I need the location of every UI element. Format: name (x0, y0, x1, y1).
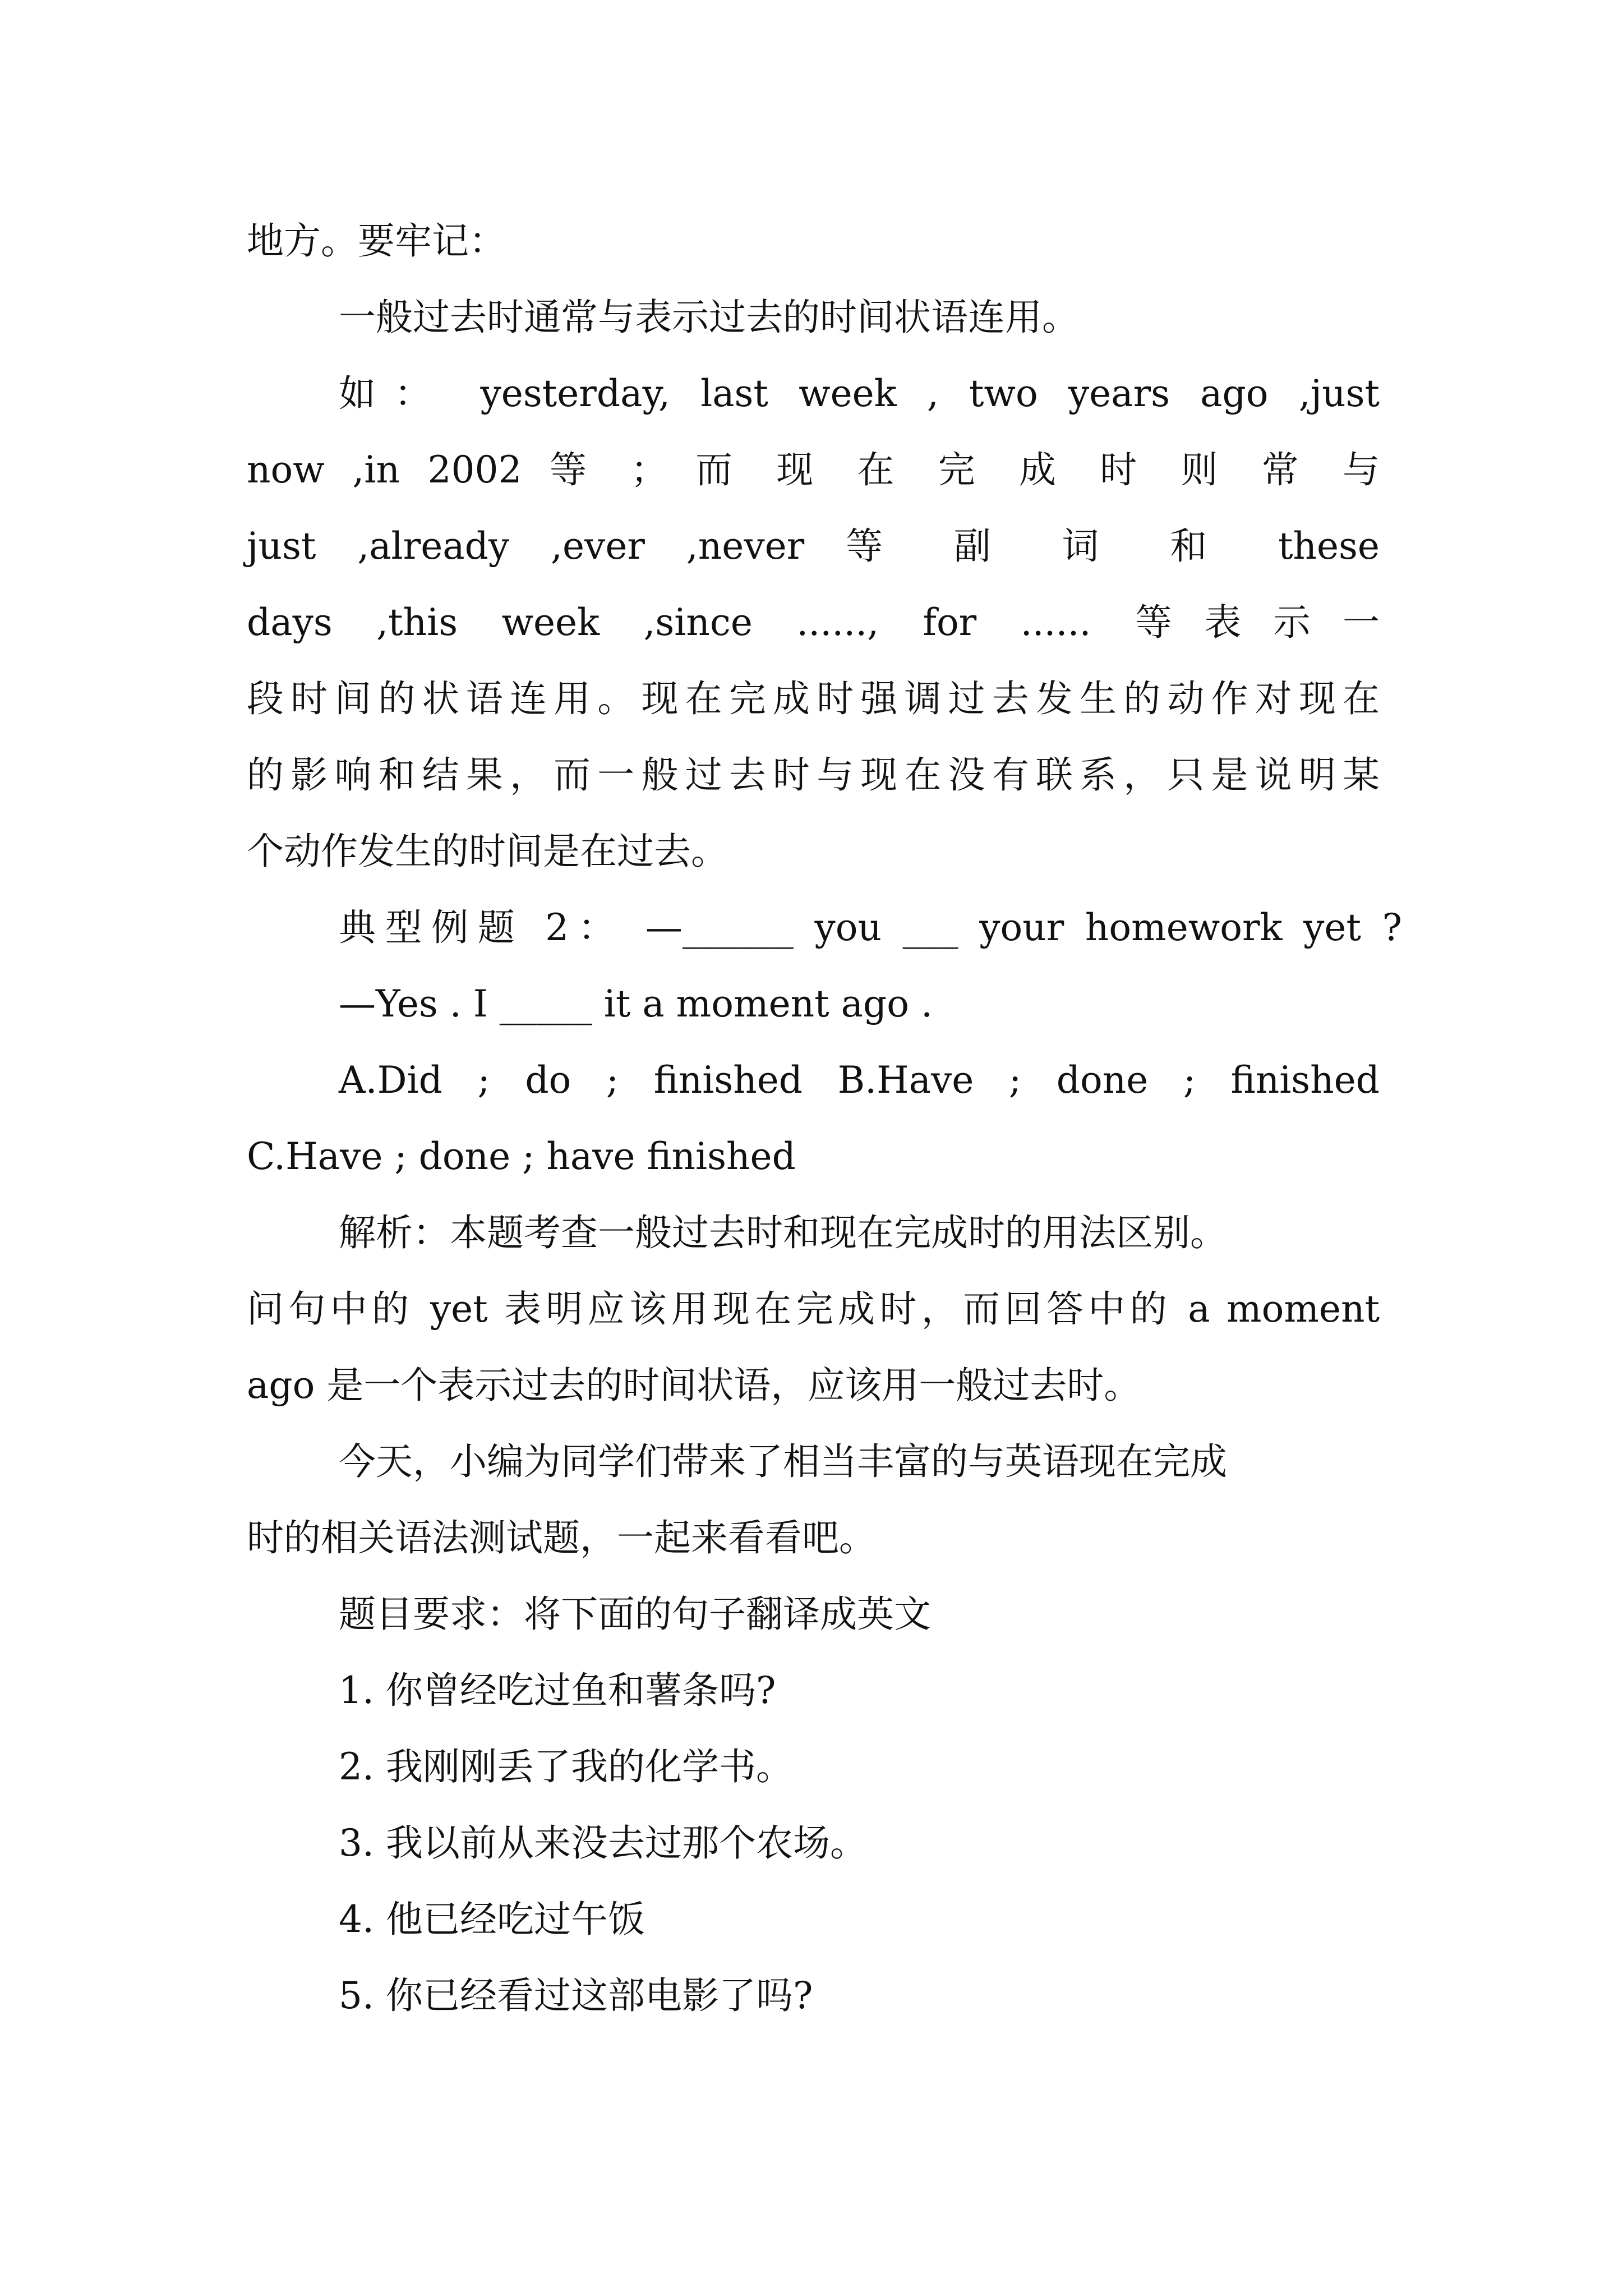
text-line: 典型例题 2： —______ you ___ your homework yet ? (339, 906, 1402, 949)
text-line: 一般过去时通常与表示过去的时间状语连用。 (339, 296, 1079, 339)
text-line: now ,in 2002 等 ； 而 现 在 完 成 时 则 常 与 (247, 448, 1380, 491)
text-line: 个动作发生的时间是在过去。 (247, 830, 728, 873)
text-line: C.Have ; done ; have finished (247, 1135, 796, 1178)
text-line: 时的相关语法测试题，一起来看看吧。 (247, 1516, 876, 1559)
text-line: A.Did ; do ; finished B.Have ; done ; finished (339, 1059, 1380, 1102)
text-line: 地方。要牢记： (247, 219, 506, 263)
list-item: 1. 你曾经吃过鱼和薯条吗? (339, 1669, 776, 1712)
text-line: 如： yesterday, last week , two years ago ,just (339, 372, 1380, 415)
text-line: 题目要求：将下面的句子翻译成英文 (339, 1593, 931, 1636)
text-line: ago 是一个表示过去的时间状语，应该用一般过去时。 (247, 1364, 1141, 1407)
text-line: 问句中的 yet 表明应该用现在完成时，而回答中的 a moment (247, 1287, 1380, 1331)
text-line: —Yes . I _____ it a moment ago . (339, 982, 933, 1025)
text-line: just ,already ,ever ,never 等 副 词 和 these (247, 524, 1380, 568)
text-line: 今天，小编为同学们带来了相当丰富的与英语现在完成 (339, 1440, 1227, 1483)
text-line: days ,this week ,since ......, for ...... 等表示一 (247, 601, 1380, 644)
list-item: 2. 我刚刚丢了我的化学书。 (339, 1745, 793, 1788)
list-item: 5. 你已经看过这部电影了吗? (339, 1974, 813, 2017)
text-line: 的影响和结果，而一般过去时与现在没有联系，只是说明某 (247, 753, 1380, 797)
text-line: 解析：本题考查一般过去时和现在完成时的用法区别。 (339, 1211, 1227, 1254)
text-line: 段时间的状语连用。现在完成时强调过去发生的动作对现在 (247, 677, 1380, 720)
list-item: 3. 我以前从来没去过那个农场。 (339, 1821, 867, 1865)
list-item: 4. 他已经吃过午饭 (339, 1898, 645, 1941)
